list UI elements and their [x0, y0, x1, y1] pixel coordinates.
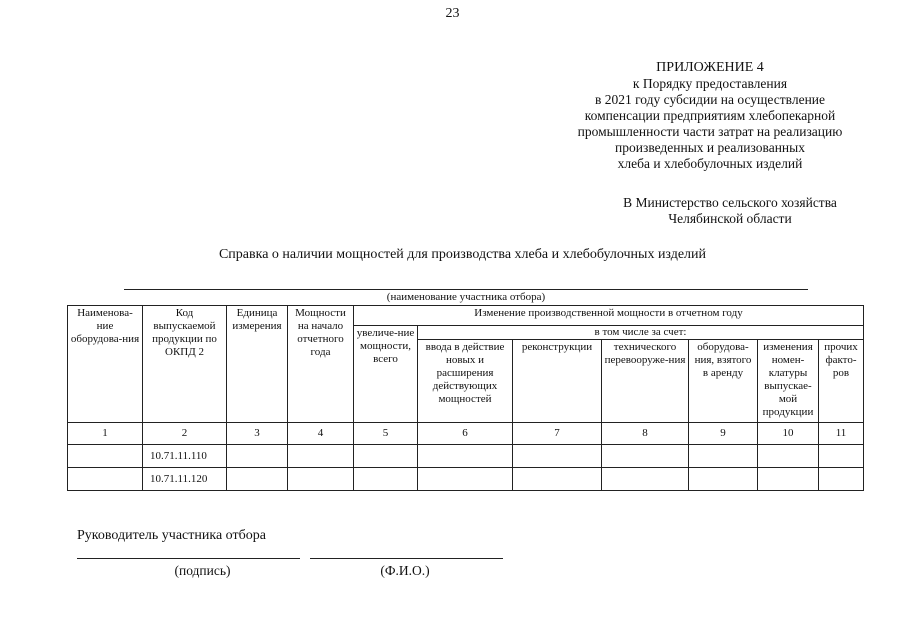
- signer-label: Руководитель участника отбора: [77, 528, 266, 543]
- table-cell[interactable]: [354, 445, 418, 468]
- addressee-line: Челябинской области: [668, 211, 792, 226]
- table-cell[interactable]: [513, 468, 602, 491]
- header-product-code: Код выпускаемой продукции по ОКПД 2: [143, 306, 227, 423]
- appendix-line: к Порядку предоставления: [632, 76, 788, 91]
- participant-caption: (наименование участника отбора): [386, 291, 546, 303]
- column-number: 11: [819, 423, 864, 445]
- header-leased-equipment: оборудова-ния, взятого в аренду: [689, 340, 758, 423]
- appendix-title: ПРИЛОЖЕНИЕ 4: [656, 60, 764, 75]
- table-cell[interactable]: [418, 445, 513, 468]
- column-number: 6: [418, 423, 513, 445]
- table-cell[interactable]: [819, 445, 864, 468]
- column-number: 1: [68, 423, 143, 445]
- table-cell[interactable]: [227, 445, 288, 468]
- header-other-factors: прочих факто-ров: [819, 340, 864, 423]
- table-cell[interactable]: [602, 468, 689, 491]
- header-retooling: технического перевооруже-ния: [602, 340, 689, 423]
- table-cell[interactable]: [819, 468, 864, 491]
- page-number: 23: [445, 6, 460, 21]
- table-cell[interactable]: [689, 445, 758, 468]
- table-cell[interactable]: [68, 445, 143, 468]
- column-number: 9: [689, 423, 758, 445]
- table-row: [68, 445, 864, 468]
- appendix-line: в 2021 году субсидии на осуществление: [594, 92, 826, 107]
- header-capacity-start: Мощности на начало отчетного года: [288, 306, 354, 423]
- column-number: 2: [143, 423, 227, 445]
- appendix-line: произведенных и реализованных: [615, 140, 805, 155]
- column-number: 10: [758, 423, 819, 445]
- header-commissioning: ввода в действие новых и расширения действующих мощностей: [418, 340, 513, 423]
- capacity-table: [67, 305, 864, 491]
- signature-line[interactable]: [77, 558, 300, 559]
- product-code-cell[interactable]: 10.71.11.120: [143, 468, 227, 491]
- table-cell[interactable]: [288, 468, 354, 491]
- column-number: 4: [288, 423, 354, 445]
- column-number: 3: [227, 423, 288, 445]
- table-cell[interactable]: [689, 468, 758, 491]
- header-equipment-name: Наименова-ние оборудова-ния: [68, 306, 143, 423]
- document-title: Справка о наличии мощностей для производства хлеба и хлебобулочных изделий: [218, 247, 707, 262]
- table-cell[interactable]: [758, 468, 819, 491]
- addressee-line: В Министерство сельского хозяйства: [623, 195, 837, 210]
- column-number: 7: [513, 423, 602, 445]
- addressee-block: [590, 195, 870, 227]
- header-including: в том числе за счет:: [418, 326, 864, 340]
- appendix-line: хлеба и хлебобулочных изделий: [617, 156, 803, 171]
- table-cell[interactable]: [758, 445, 819, 468]
- table-row: [68, 468, 864, 491]
- appendix-line: промышленности части затрат на реализацию: [577, 124, 843, 139]
- header-reconstruction: реконструкции: [513, 340, 602, 423]
- table-cell[interactable]: [418, 468, 513, 491]
- header-nomenclature-change: изменения номен-клатуры выпускае-мой продукции: [758, 340, 819, 423]
- fio-caption: (Ф.И.О.): [380, 563, 430, 578]
- table-cell[interactable]: [513, 445, 602, 468]
- product-code-cell[interactable]: 10.71.11.110: [143, 445, 227, 468]
- table-cell[interactable]: [354, 468, 418, 491]
- header-capacity-change: Изменение производственной мощности в отчетном году: [354, 306, 864, 326]
- table-cell[interactable]: [602, 445, 689, 468]
- table-cell[interactable]: [68, 468, 143, 491]
- column-number: 5: [354, 423, 418, 445]
- appendix-line: компенсации предприятиям хлебопекарной: [584, 108, 836, 123]
- participant-name-line: [124, 289, 808, 290]
- header-increase-total: увеличе-ние мощности, всего: [354, 326, 418, 423]
- fio-line[interactable]: [310, 558, 503, 559]
- table-cell[interactable]: [288, 445, 354, 468]
- column-number: 8: [602, 423, 689, 445]
- appendix-block: [540, 60, 880, 172]
- signature-caption: (подпись): [174, 563, 231, 578]
- header-unit: Единица измерения: [227, 306, 288, 423]
- table-cell[interactable]: [227, 468, 288, 491]
